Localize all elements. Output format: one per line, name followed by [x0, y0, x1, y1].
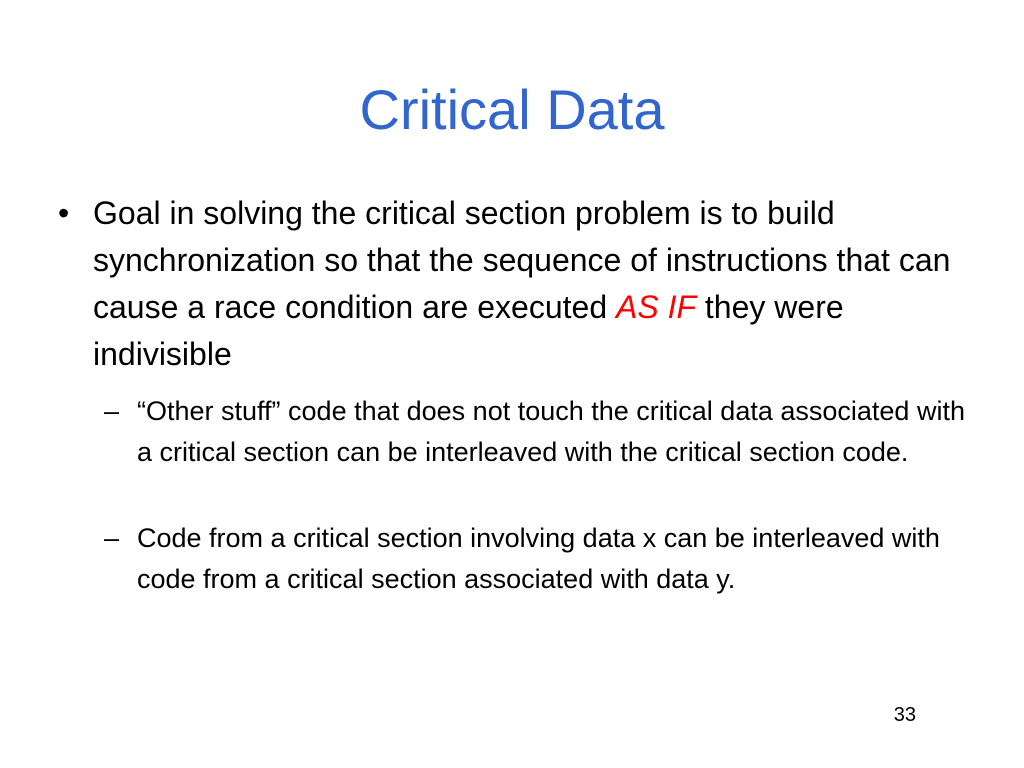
main-bullet-text [93, 190, 958, 378]
main-bullet-text-before: Goal in solving the critical section problem is to build synchronization so that the sequence of instructions that can cause a race condition are executed [93, 195, 951, 325]
main-bullet-text-after: they were indivisible [93, 289, 844, 372]
sub-bullet-data-x [104, 518, 984, 600]
sub-bullet-marker: – [104, 396, 120, 426]
main-bullet-emphasis: AS IF [616, 289, 697, 325]
sub-bullet-marker: – [104, 523, 120, 553]
sub-bullet-text: Code from a critical section involving data x can be interleaved with code from a critical section associated with data y. [137, 523, 940, 594]
sub-bullet-text: “Other stuff” code that does not touch the critical data associated with a critical section can be interleaved with the critical section code. [137, 396, 965, 467]
page-number: 33 [893, 704, 916, 726]
bullet-marker: • [58, 195, 70, 231]
sub-bullet-other-stuff [104, 391, 984, 473]
main-bullet [58, 190, 958, 378]
slide-title: Critical Data [359, 78, 665, 141]
